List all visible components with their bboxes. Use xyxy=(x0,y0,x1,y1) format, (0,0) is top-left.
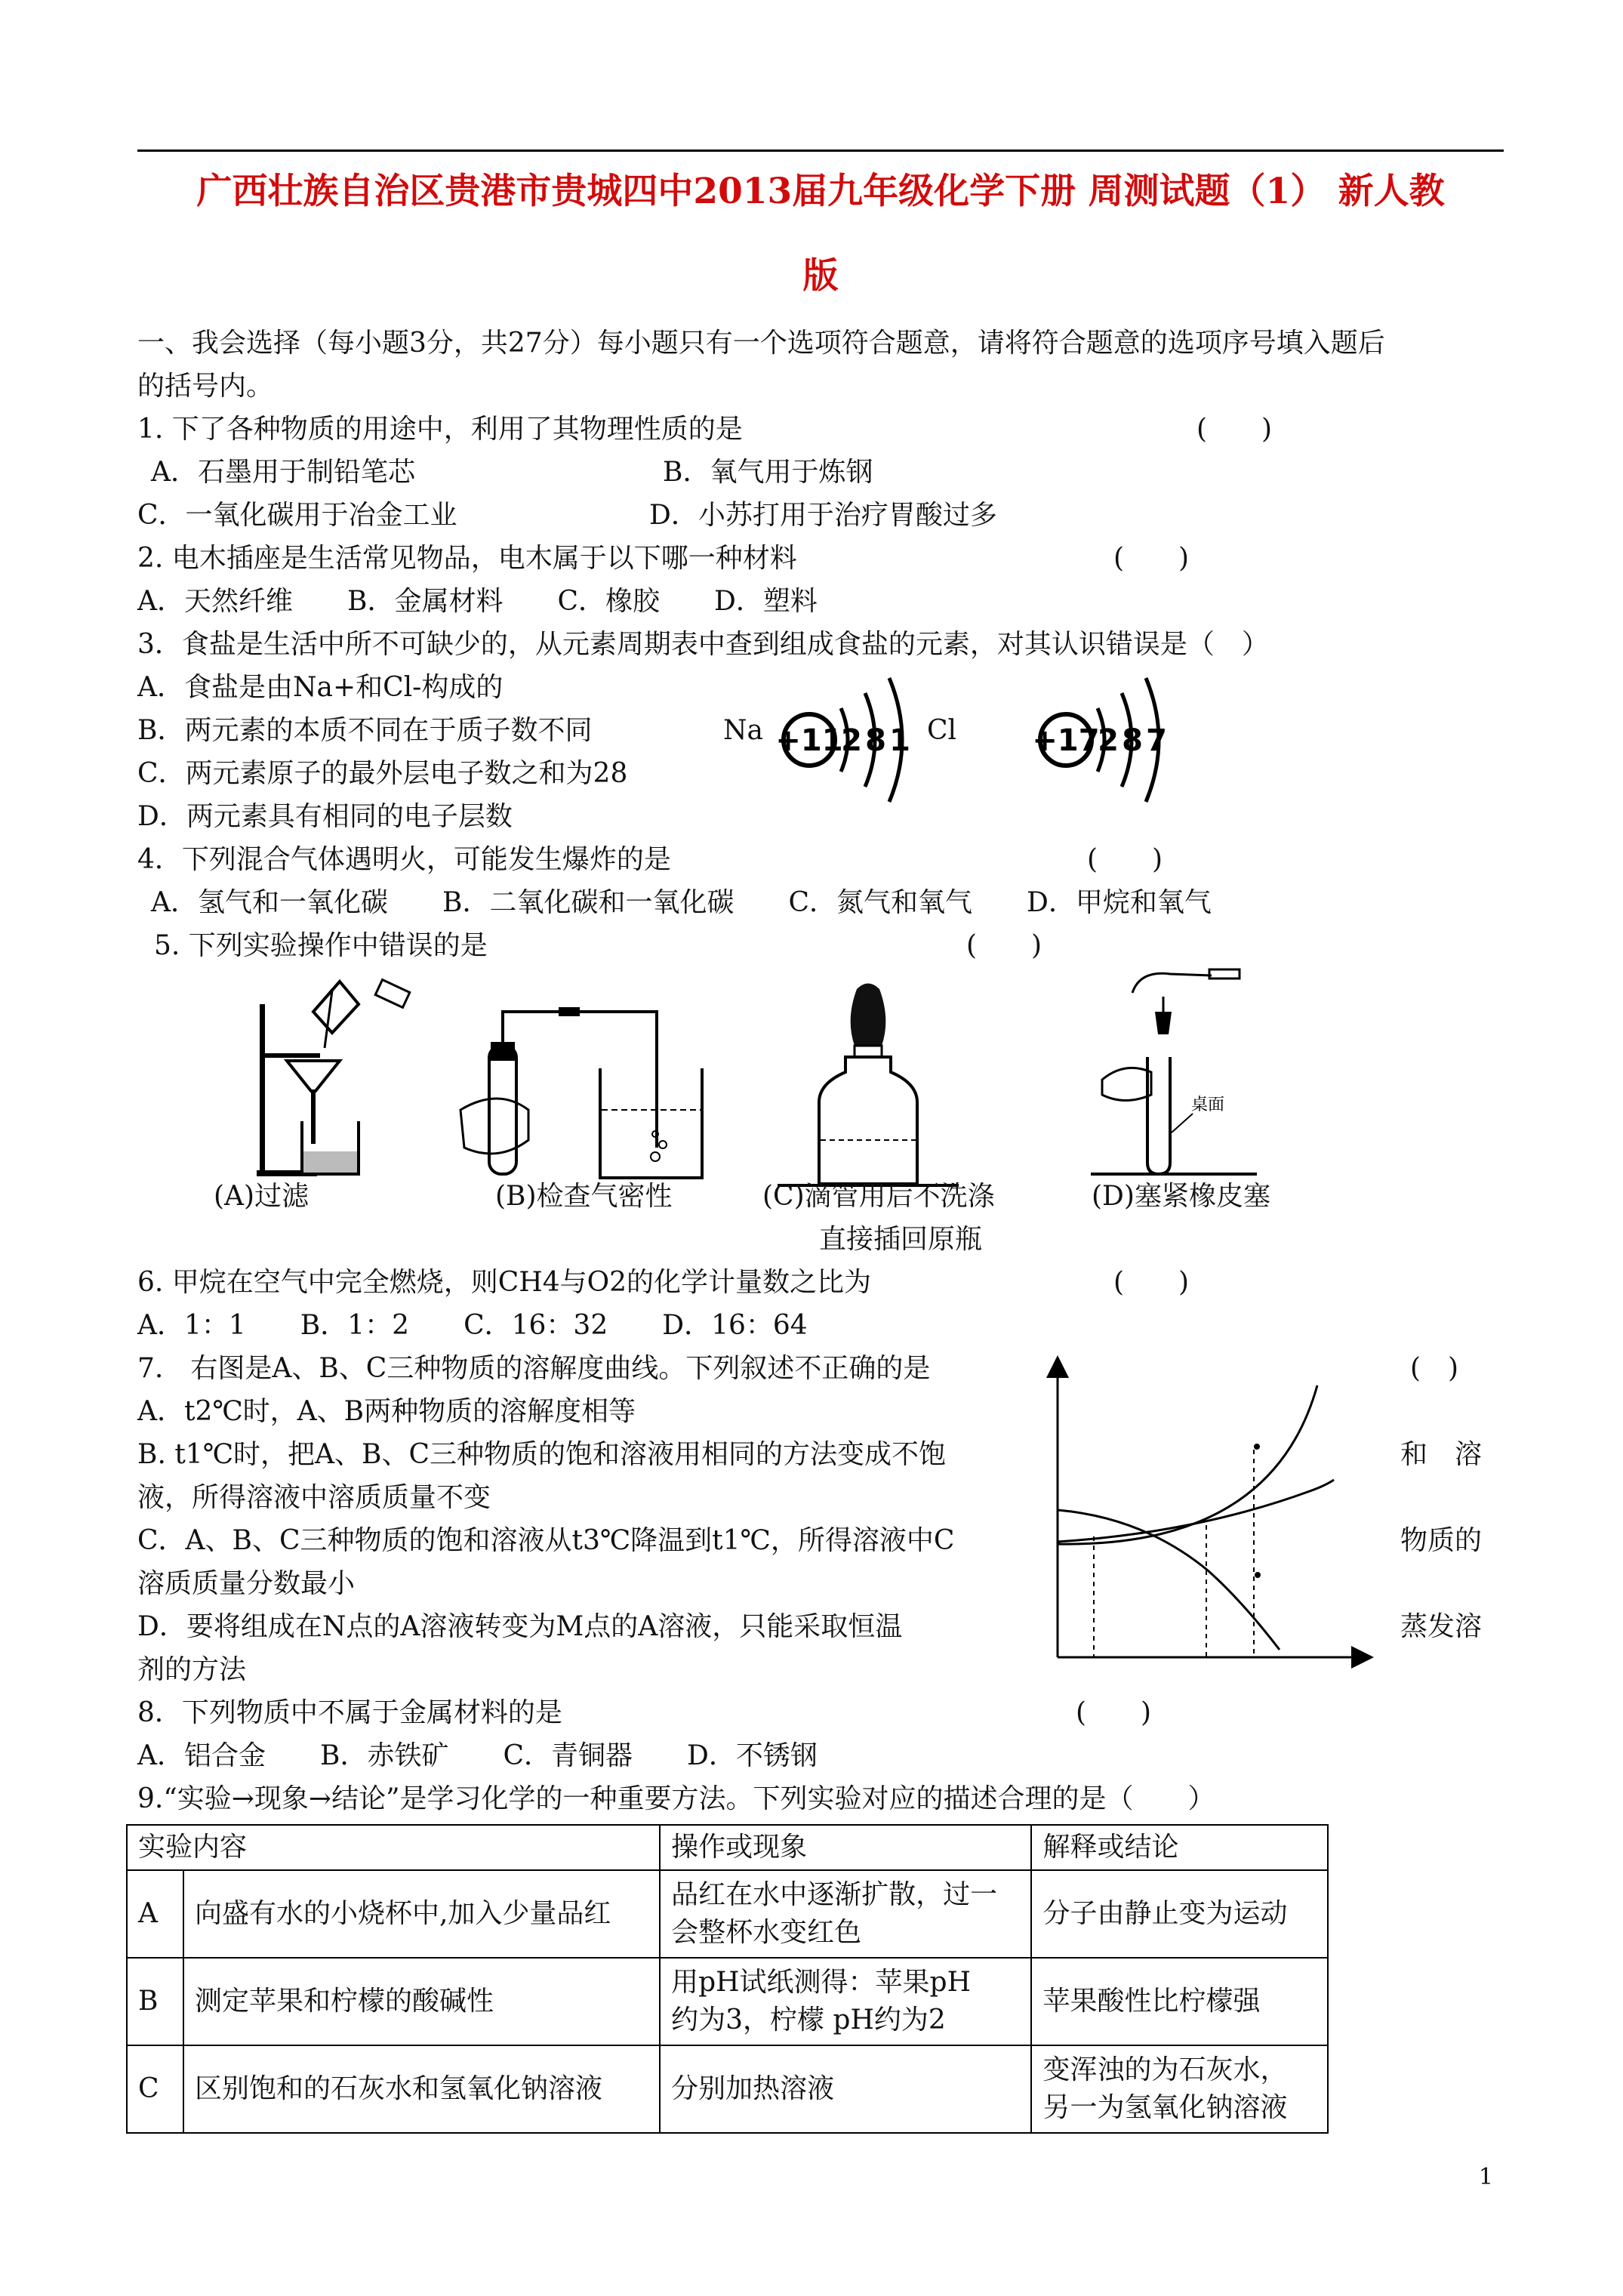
q5-caption-c-line1: (C)滴管用后不洗涤 xyxy=(762,1181,995,1212)
q6-stem: 6. 甲烷在空气中完全燃烧，则CH4与O2的化学计量数之比为 xyxy=(137,1267,872,1298)
q5-answer-bracket: ( ) xyxy=(966,930,1042,961)
q9-row-letter: B xyxy=(127,1958,183,2045)
q5-stem: 5. 下列实验操作中错误的是 xyxy=(154,930,488,961)
cl-atom-diagram xyxy=(1034,672,1170,808)
q7-option-c-right: 物质的 xyxy=(1400,1525,1483,1556)
q9-row-letter: A xyxy=(127,1870,183,1958)
q9-row-conclusion: 苹果酸性比柠檬强 xyxy=(1031,1958,1328,2045)
q9-table-row xyxy=(127,1958,1328,2045)
q9-row-operation: 分别加热溶液 xyxy=(660,2045,1031,2133)
cl-label: Cl xyxy=(927,715,957,746)
curve-a xyxy=(1058,1385,1317,1544)
section-intro-cont: 的括号内。 xyxy=(137,371,274,402)
airtightness-check-illustration xyxy=(453,997,710,1185)
q7-option-d-right: 蒸发溶 xyxy=(1400,1611,1483,1642)
page-number: 1 xyxy=(1478,2164,1493,2190)
q9-row-conclusion xyxy=(1031,2045,1328,2133)
q4-answer-bracket: ( ) xyxy=(1087,844,1163,875)
q2-stem: 2. 电木插座是生活常见物品，电木属于以下哪一种材料 xyxy=(137,543,797,574)
q7-option-c-line1: C．A、B、C三种物质的饱和溶液从t3℃降温到t1℃，所得溶液中C xyxy=(137,1525,955,1556)
cl-nucleus-charge: +17 xyxy=(1032,723,1100,758)
q7-answer-bracket: ( ) xyxy=(1410,1353,1459,1384)
q9-table-row xyxy=(127,2045,1328,2133)
na-shell-3: 1 xyxy=(889,723,910,758)
stopper-insertion-illustration xyxy=(1079,959,1268,1185)
q7-option-b-right: 和 溶 xyxy=(1400,1439,1483,1470)
q3-option-a: A．食盐是由Na+和Cl-构成的 xyxy=(137,672,504,703)
q1-answer-bracket: ( ) xyxy=(1196,414,1273,445)
q9-row-content: 区别饱和的石灰水和氢氧化钠溶液 xyxy=(183,2045,660,2133)
q4-options: A．氢气和一氧化碳 B．二氧化碳和一氧化碳 C．氮气和氧气 D．甲烷和氧气 xyxy=(151,887,1212,918)
q2-answer-bracket: ( ) xyxy=(1113,543,1190,574)
na-shell-1: 2 xyxy=(841,723,862,758)
q3-option-d: D．两元素具有相同的电子层数 xyxy=(137,801,513,832)
q2-options: A．天然纤维 B．金属材料 C．橡胶 D．塑料 xyxy=(137,586,818,617)
q9-row-operation-line1: 品红在水中逐渐扩散，过一 xyxy=(671,1879,998,1910)
q9-header-content: 实验内容 xyxy=(127,1825,660,1870)
q7-option-b-line1: B. t1℃时，把A、B、C三种物质的饱和溶液用相同的方法变成不饱 xyxy=(137,1439,946,1470)
q7-option-d-line1: D．要将组成在N点的A溶液转变为M点的A溶液，只能采取恒温 xyxy=(137,1611,903,1642)
point-m xyxy=(1254,1444,1260,1450)
q8-answer-bracket: ( ) xyxy=(1076,1697,1152,1728)
q8-stem: 8．下列物质中不属于金属材料的是 xyxy=(137,1697,562,1728)
q9-row-operation-line2: 约为3，柠檬 pH约为2 xyxy=(671,2005,946,2036)
cl-shell-3: 7 xyxy=(1146,723,1167,758)
q4-stem: 4．下列混合气体遇明火，可能发生爆炸的是 xyxy=(137,844,671,875)
q5-caption-d: (D)塞紧橡皮塞 xyxy=(1092,1181,1270,1212)
dropper-bottle-illustration xyxy=(770,974,966,1193)
q9-table-header-row xyxy=(127,1825,1328,1870)
q9-row-conclusion-line2: 另一为氢氧化钠溶液 xyxy=(1042,2092,1288,2123)
q9-table xyxy=(126,1824,1329,2134)
top-rule xyxy=(137,149,1504,152)
q9-header-operation: 操作或现象 xyxy=(660,1825,1031,1870)
filtration-apparatus-illustration xyxy=(226,959,423,1185)
q9-header-conclusion: 解释或结论 xyxy=(1031,1825,1328,1870)
q6-answer-bracket: ( ) xyxy=(1113,1267,1190,1298)
q3-stem: 3．食盐是生活中所不可缺少的，从元素周期表中查到组成食盐的元素，对其认识错误是（ ） xyxy=(137,629,1269,660)
q9-row-operation-line1: 用pH试纸测得：苹果pH xyxy=(671,1967,971,1998)
na-label: Na xyxy=(723,715,763,746)
q1-option-d: D．小苏打用于治疗胃酸过多 xyxy=(649,500,997,531)
q1-option-a: A．石墨用于制铅笔芯 xyxy=(151,457,415,488)
q8-options: A．铝合金 B．赤铁矿 C．青铜器 D．不锈钢 xyxy=(137,1740,818,1771)
q1-stem: 1. 下了各种物质的用途中，利用了其物理性质的是 xyxy=(137,414,743,445)
q9-row-content: 向盛有水的小烧杯中,加入少量品红 xyxy=(183,1870,660,1958)
q9-table-row xyxy=(127,1870,1328,1958)
q5-caption-c-line2: 直接插回原瓶 xyxy=(819,1224,983,1255)
curve-b xyxy=(1058,1480,1334,1542)
q7-option-a: A．t2℃时，A、B两种物质的溶解度相等 xyxy=(137,1396,636,1427)
na-nucleus-charge: +11 xyxy=(775,723,843,758)
q6-options: A．1：1 B．1：2 C．16：32 D．16：64 xyxy=(137,1310,808,1341)
q9-row-conclusion: 分子由静止变为运动 xyxy=(1031,1870,1328,1958)
q7-option-b-line2: 液，所得溶液中溶质质量不变 xyxy=(137,1482,491,1513)
q1-option-b: B．氧气用于炼钢 xyxy=(663,457,873,488)
cl-shell-1: 2 xyxy=(1098,723,1119,758)
q7-option-c-line2: 溶质质量分数最小 xyxy=(137,1568,356,1599)
na-atom-diagram xyxy=(775,672,913,808)
document-title-line1: 广西壮族自治区贵港市贵城四中2013届九年级化学下册 周测试题（1） 新人教 xyxy=(196,171,1445,212)
point-n xyxy=(1255,1572,1261,1578)
solubility-curve-graph xyxy=(1046,1359,1370,1669)
cl-shell-2: 8 xyxy=(1122,723,1143,758)
q9-row-operation xyxy=(660,1870,1031,1958)
q5-caption-a: (A)过滤 xyxy=(214,1181,310,1212)
q9-row-operation-line2: 会整杯水变红色 xyxy=(671,1917,862,1948)
q9-row-letter: C xyxy=(127,2045,183,2133)
q9-stem: 9.“实验→现象→结论”是学习化学的一种重要方法。下列实验对应的描述合理的是（ ） xyxy=(137,1783,1215,1814)
na-shell-2: 8 xyxy=(865,723,886,758)
table-surface-label: 桌面 xyxy=(1191,1096,1225,1114)
q3-option-c: C．两元素原子的最外层电子数之和为28 xyxy=(137,758,628,789)
q3-option-b: B．两元素的本质不同在于质子数不同 xyxy=(137,715,593,746)
q7-stem: 7. 右图是A、B、C三种物质的溶解度曲线。下列叙述不正确的是 xyxy=(137,1353,931,1384)
q9-row-operation xyxy=(660,1958,1031,2045)
q9-row-content: 测定苹果和柠檬的酸碱性 xyxy=(183,1958,660,2045)
q9-row-conclusion-line1: 变浑浊的为石灰水， xyxy=(1042,2054,1288,2085)
document-title-line2: 版 xyxy=(802,255,839,297)
q1-option-c: C．一氧化碳用于冶金工业 xyxy=(137,500,457,531)
q7-option-d-line2: 剂的方法 xyxy=(137,1654,247,1685)
section-intro: 一、我会选择（每小题3分，共27分）每小题只有一个选项符合题意，请将符合题意的选项序号填入题后 xyxy=(137,328,1385,359)
q5-caption-b: (B)检查气密性 xyxy=(495,1181,673,1212)
